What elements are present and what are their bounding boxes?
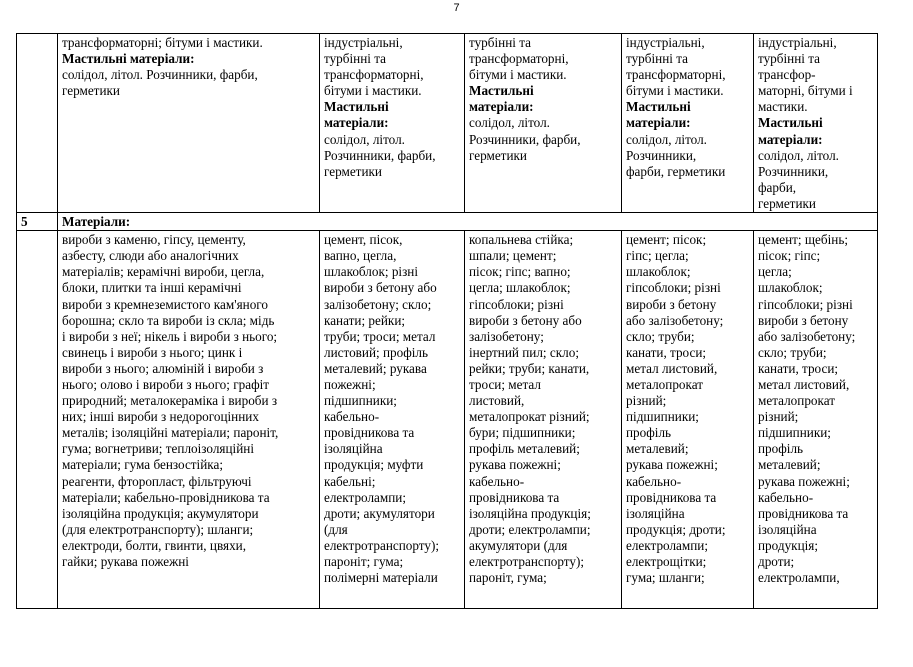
- cell-text: солідол, літол. Розчинники, фарби, герметики: [324, 131, 436, 179]
- lubricants-cell: [58, 34, 320, 213]
- cell-text: трансформаторні; бітуми і мастики.: [62, 35, 263, 50]
- lubricants-cell: [622, 34, 754, 213]
- bold-heading-text: Мастильні матеріали:: [62, 51, 195, 67]
- cell-text: турбінні та трансформаторні, бітуми і мастики.: [469, 35, 569, 83]
- bold-heading-text: Мастильні матеріали:: [758, 115, 823, 147]
- cell-text: солідол, літол. Розчинники, фарби, герметики: [62, 67, 258, 99]
- lubricants-cell: [465, 34, 622, 213]
- bold-heading-text: Мастильні матеріали:: [626, 99, 691, 131]
- cell-text: індустріальні, турбінні та трансформаторні, бітуми і мастики.: [626, 35, 726, 99]
- cell-text: солідол, літол. Розчинники, фарби, герметики: [469, 115, 581, 163]
- cell-text: індустріальні, турбінні та трансфор- маторні, бітуми і мастики.: [758, 35, 853, 115]
- materials-cell: копальнева стійка; шпали; цемент; пісок; гіпс; вапно; цегла; шлакоблок; гіпсоблоки; різні вироби з бетону або залізобетону; інертний пил; скло; рейки; труби; канати, троси; метал листовий, металопрокат різний; бури; підшипники; профіль металевий; рукава пожежні; кабельно- провідникова та ізоляційна продукція; дроти; електролампи; акумулятори (для електротранспорту); пароніт, гума;: [465, 231, 622, 609]
- section-heading: Матеріали:: [58, 213, 878, 231]
- lubricants-cell: [754, 34, 878, 213]
- materials-cell: вироби з каменю, гіпсу, цементу, азбесту, слюди або аналогічних матеріалів; керамічні вироби, цегла, блоки, плитки та інші керамічні вироби з кремнеземистого кам'яного борошна; скло та вироби із скла; мідь і вироби з неї; нікель і вироби з нього; свинець і вироби з нього; цинк і вироби з нього; алюміній і вироби з нього; олово і вироби з нього; графіт природний; металокераміка і вироби з них; інші вироби з недорогоцінних металів; ізоляційні матеріали; пароніт, гума; вогнетриви; теплоізоляційні матеріали; гума бензостійка; реагенти, фторопласт, фільтруючі матеріали; кабельно-провідникова та ізоляційна продукція; акумулятори (для електротранспорту); шланги; електроди, болти, гвинти, цвяхи, гайки; рукава пожежні: [58, 231, 320, 609]
- cell-text: солідол, літол. Розчинники, фарби, герметики: [626, 131, 726, 179]
- table-row-lubricants: [17, 34, 878, 213]
- bold-heading-text: Мастильні матеріали:: [469, 83, 534, 115]
- lubricants-cell: [320, 34, 465, 213]
- table-row-section-5: [17, 213, 878, 231]
- table-row-materials: [17, 231, 878, 609]
- cell-text: індустріальні, турбінні та трансформаторні, бітуми і мастики.: [324, 35, 424, 99]
- cell-text: солідол, літол. Розчинники, фарби, герметики: [758, 147, 839, 211]
- row-number-cell: [17, 231, 58, 609]
- materials-cell: цемент; щебінь; пісок; гіпс; цегла; шлакоблок; гіпсоблоки; різні вироби з бетону або залізобетону; скло; труби; канати, троси; метал листовий, металопрокат різний; підшипники; профіль металевий; рукава пожежні; кабельно- провідникова та ізоляційна продукція; дроти; електролампи,: [754, 231, 878, 609]
- row-number: 5: [17, 213, 58, 231]
- row-number-cell: [17, 34, 58, 213]
- materials-table: [16, 33, 878, 609]
- materials-cell: цемент; пісок; гіпс; цегла; шлакоблок; гіпсоблоки; різні вироби з бетону або залізобетону; скло; труби; канати, троси; метал листовий, металопрокат різний; підшипники; профіль металевий; рукава пожежні; кабельно- провідникова та ізоляційна продукція; дроти; електролампи; електрощітки; гума; шланги;: [622, 231, 754, 609]
- materials-cell: цемент, пісок, вапно, цегла, шлакоблок; різні вироби з бетону або залізобетону; скло; канати; рейки; труби; троси; метал листовий; профіль металевий; рукава пожежні; підшипники; кабельно- провідникова та ізоляційна продукція; муфти кабельні; електролампи; дроти; акумулятори (для електротранспорту); пароніт; гума; полімерні матеріали: [320, 231, 465, 609]
- bold-heading-text: Мастильні матеріали:: [324, 99, 389, 131]
- page-number: 7: [453, 2, 460, 14]
